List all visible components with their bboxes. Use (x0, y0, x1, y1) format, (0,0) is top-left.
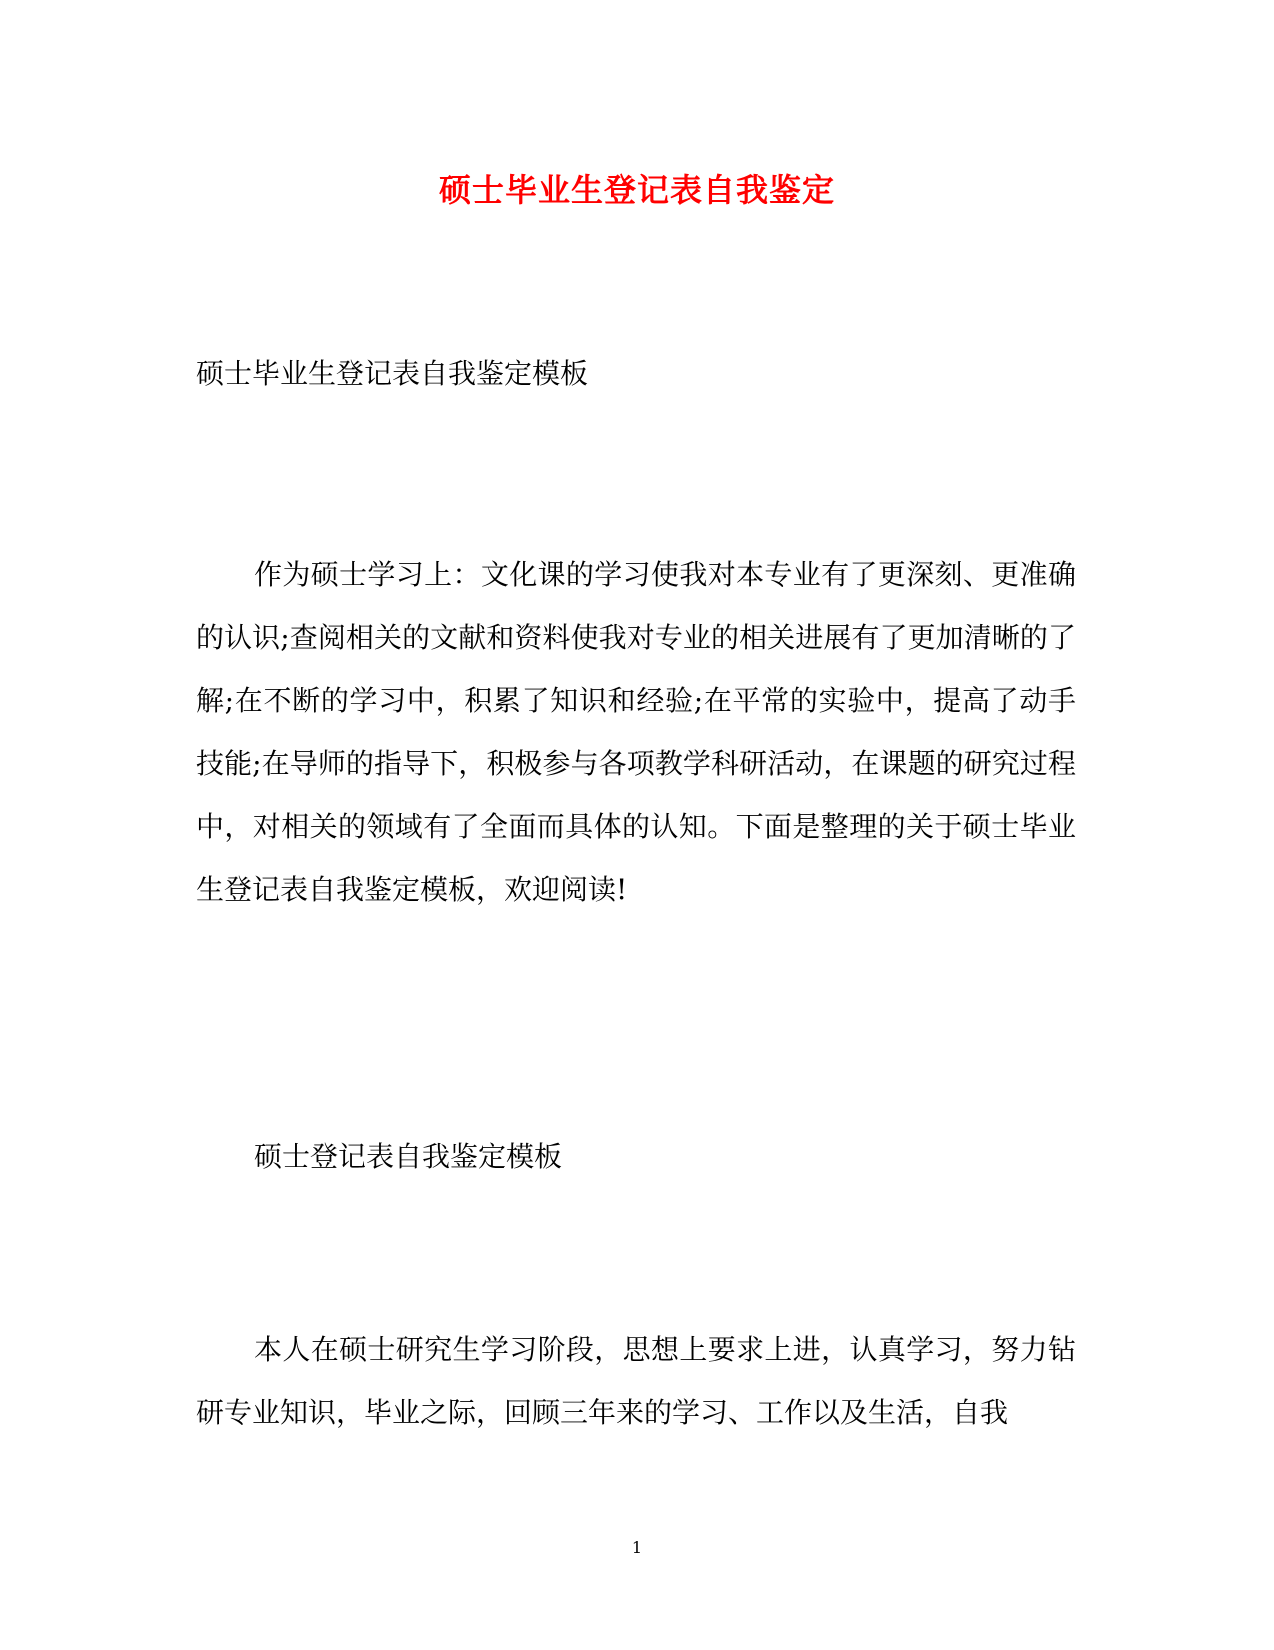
document-subtitle: 硕士毕业生登记表自我鉴定模板 (196, 357, 589, 390)
document-title: 硕士毕业生登记表自我鉴定 (438, 171, 835, 209)
page-number: 1 (631, 1538, 643, 1557)
intro-paragraph: 作为硕士学习上：文化课的学习使我对本专业有了更深刻、更准确的认识;查阅相关的文献和资料使我对专业的相关进展有了更加清晰的了解;在不断的学习中，积累了知识和经验;在平常的实验中，提高了动手技能;在导师的指导下，积极参与各项教学科研活动，在课题的研究过程中，对相关的领域有了全面而具体的认知。下面是整理的关于硕士毕业生登记表自我鉴定模板，欢迎阅读! (196, 558, 1076, 906)
body-paragraph: 本人在硕士研究生学习阶段，思想上要求上进，认真学习，努力钻研专业知识，毕业之际，回顾三年来的学习、工作以及生活，自我 (196, 1333, 1076, 1429)
section-heading: 硕士登记表自我鉴定模板 (254, 1140, 563, 1173)
